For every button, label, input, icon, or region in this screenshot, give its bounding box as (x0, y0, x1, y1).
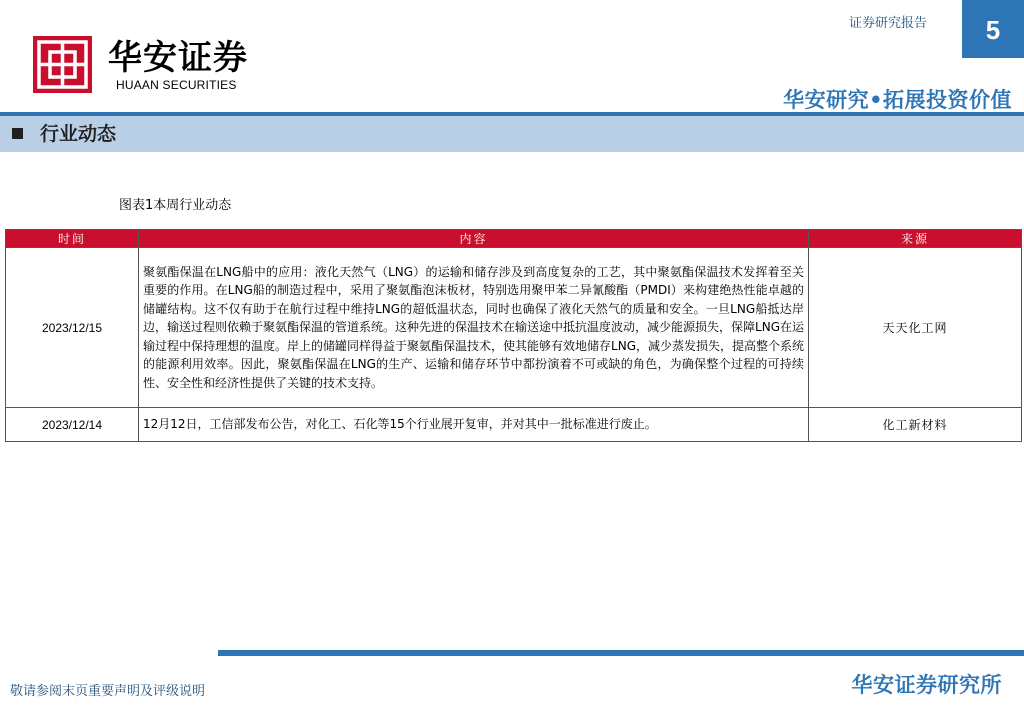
row-content: 12月12日，工信部发布公告，对化工、石化等15个行业展开复审，并对其中一批标准进行废止。 (139, 408, 809, 442)
section-bar (0, 116, 1024, 152)
industry-news-table (5, 229, 1022, 442)
section-title: 行业动态 (40, 123, 117, 145)
table-row (6, 248, 1022, 408)
row-content: 聚氨酯保温在LNG船中的应用：液化天然气（LNG）的运输和储存涉及到高度复杂的工艺，其中聚氨酯保温技术发挥着至关重要的作用。在LNG船的制造过程中，采用了聚氨酯泡沫板材，特别选用聚甲苯二异氰酸酯（PMDI）来构建绝热性能卓越的储罐结构。这不仅有助于在航行过程中维持LNG的超低温状态，同时也确保了液化天然气的质量和安全。一旦LNG船抵达岸边，输送过程则依赖于聚氨酯保温的管道系统。这种先进的保温技术在输送途中抵抗温度波动，减少能源损失，保障LNG在运输过程中保持理想的温度。岸上的储罐同样得益于聚氨酯保温技术，使其能够有效地储存LNG，减少蒸发损失，提高整个系统的能源利用效率。因此，聚氨酯保温在LNG的生产、运输和储存环节中都扮演着不可或缺的角色，为确保整个过程的可持续性、安全性和经济性提供了关键的技术支持。 (139, 248, 809, 408)
brand-name-cn: 华安证券 (108, 38, 248, 78)
brand-name-en: HUAAN SECURITIES (116, 78, 237, 92)
row-source: 化工新材料 (809, 408, 1022, 442)
table-row (6, 408, 1022, 442)
slogan: 华安研究•拓展投资价值 (783, 88, 1012, 112)
page-number: 5 (962, 0, 1024, 58)
report-type-label: 证券研究报告 (849, 16, 928, 31)
table-caption: 图表1本周行业动态 (119, 198, 232, 213)
huaan-logo-icon (33, 36, 92, 93)
row-date: 2023/12/15 (6, 248, 139, 408)
row-date: 2023/12/14 (6, 408, 139, 442)
disclaimer-link[interactable]: 敬请参阅末页重要声明及评级说明 (10, 684, 206, 699)
header-content: 内容 (139, 230, 809, 248)
square-bullet-icon (12, 128, 23, 139)
footer-divider (218, 650, 1024, 656)
row-source: 天天化工网 (809, 248, 1022, 408)
header-time: 时间 (6, 230, 139, 248)
table-header-row (6, 230, 1022, 248)
header-source: 来源 (809, 230, 1022, 248)
institute-name: 华安证券研究所 (851, 673, 1002, 697)
